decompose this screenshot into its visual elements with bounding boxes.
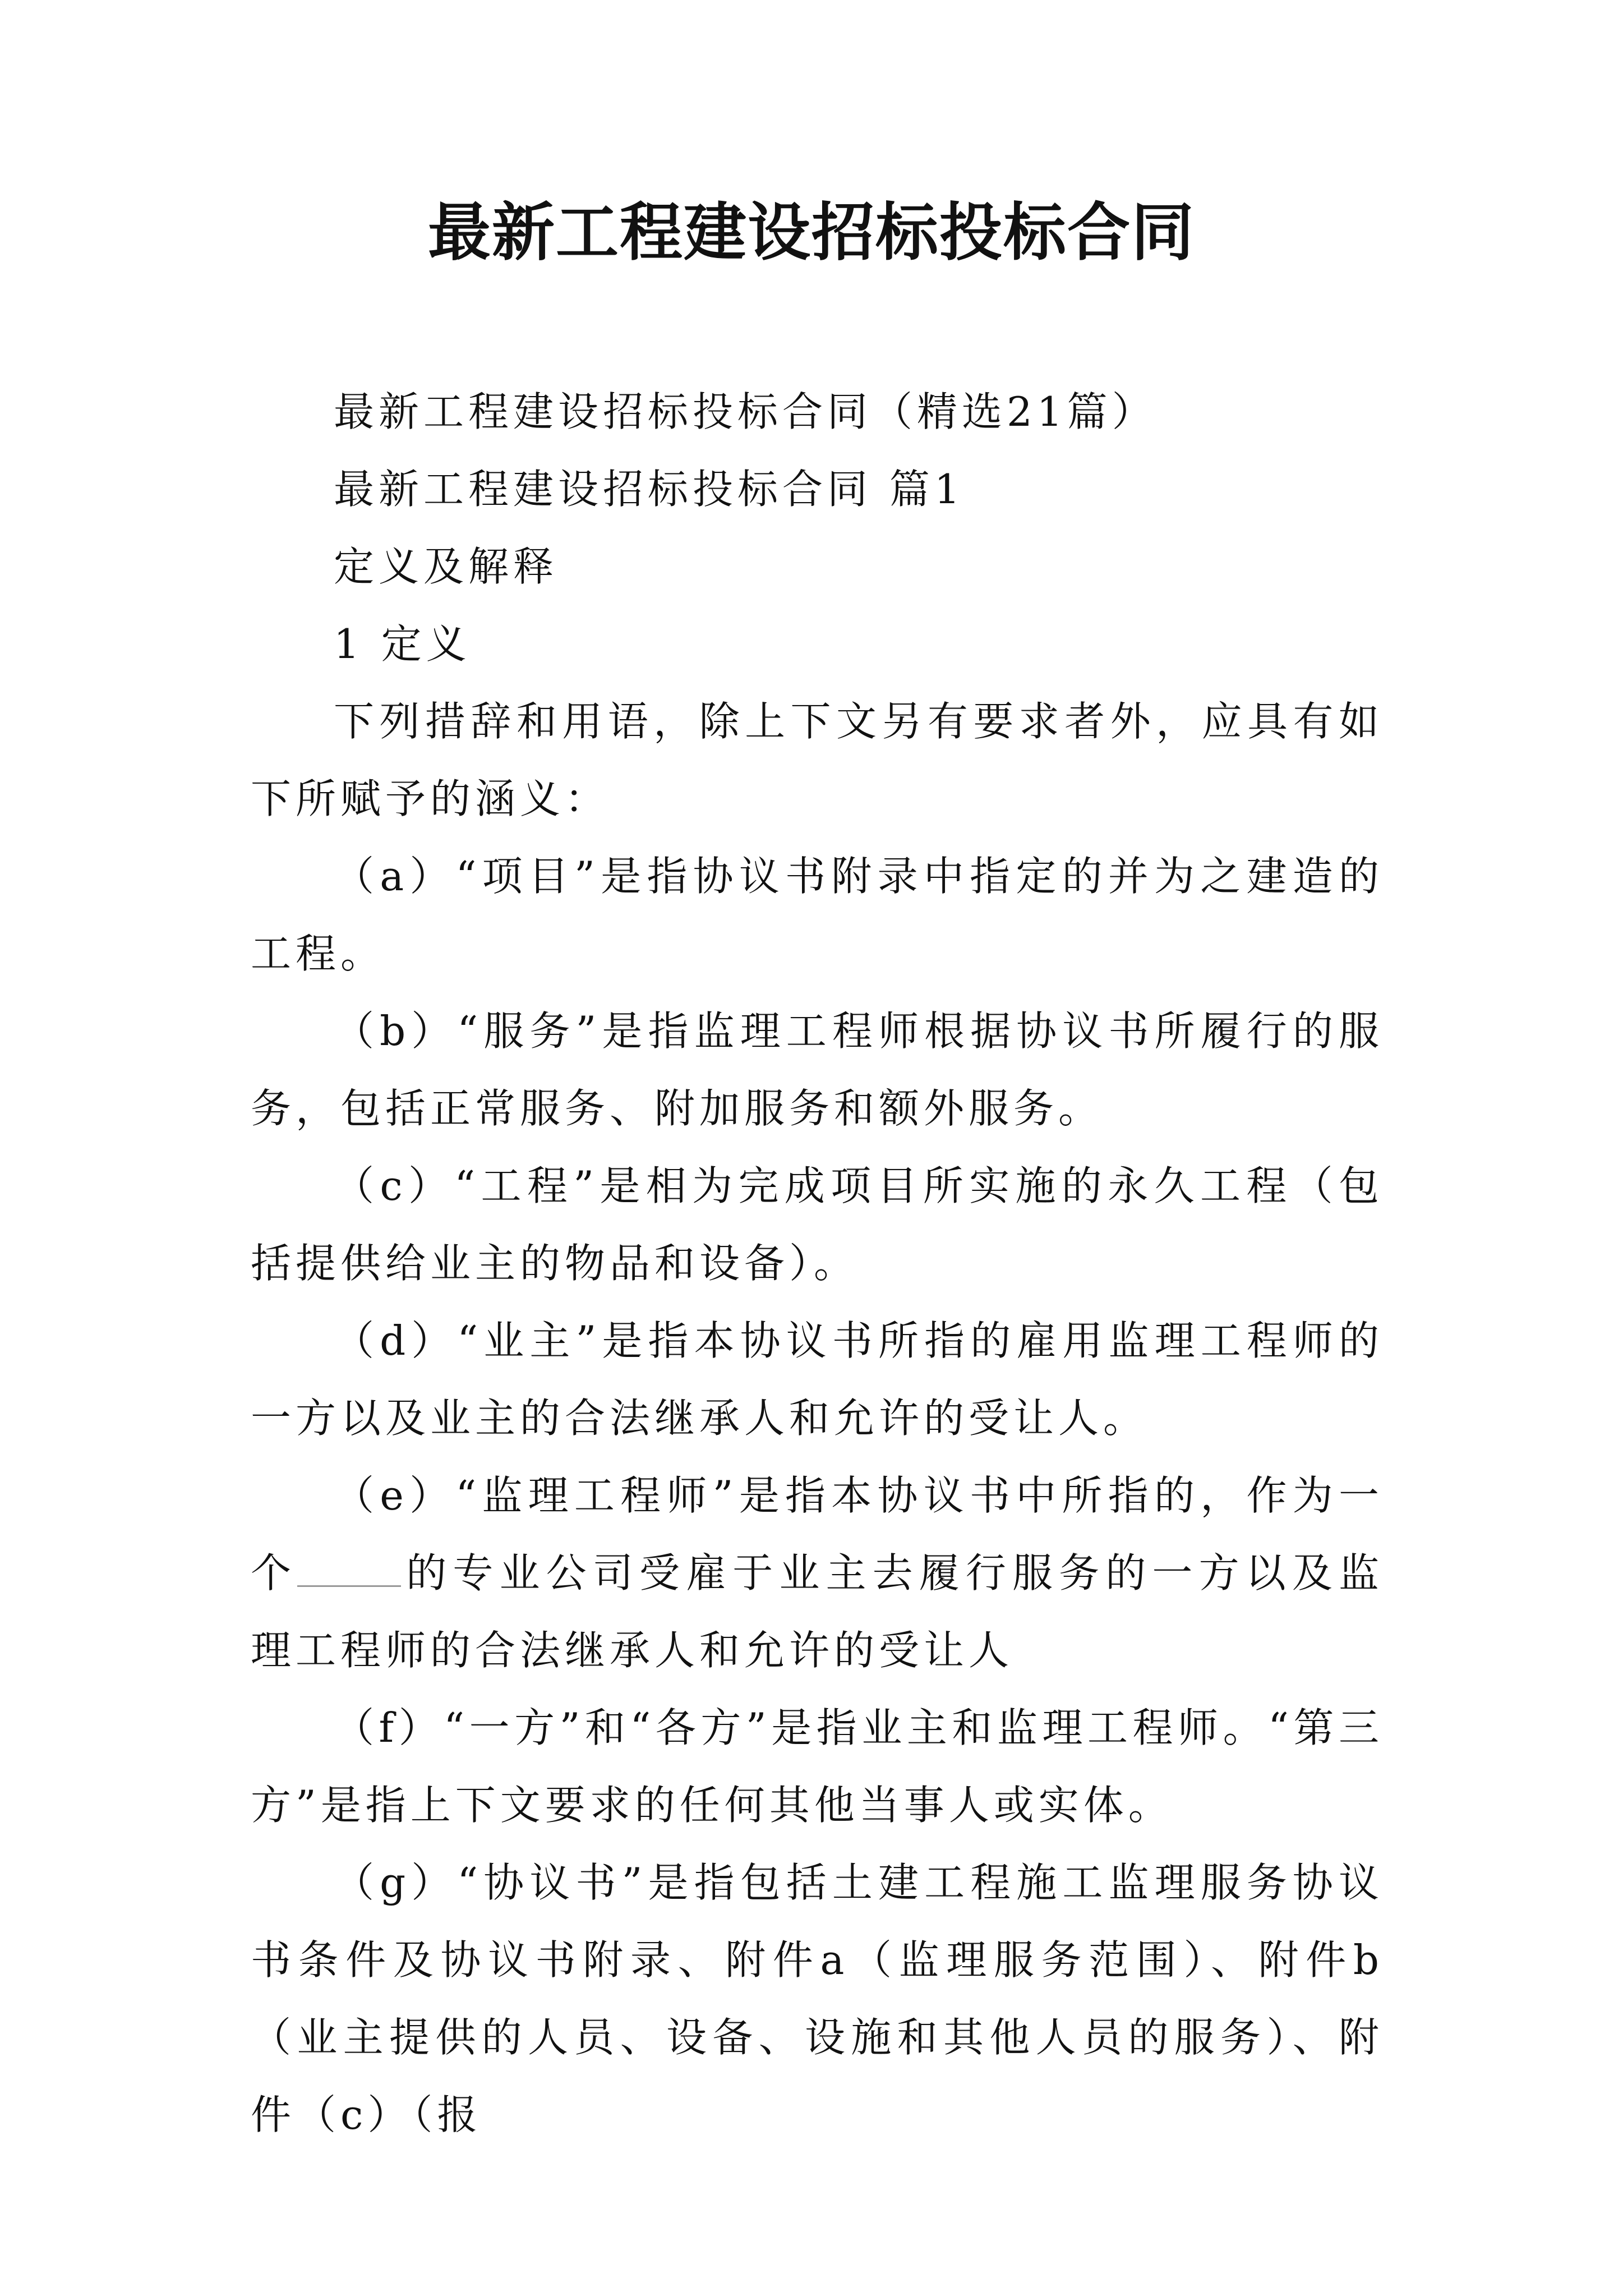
definition-e-part2: 的专业公司受雇于业主去履行服务的一方以及监理工程师的合法继承人和允许的受让人: [251, 1549, 1384, 1674]
paragraph-definition-g: （g）“协议书”是指包括土建工程施工监理服务协议书条件及协议书附录、附件a（监理服务范围）、附件b（业主提供的人员、设备、设施和其他人员的服务）、附件（c）（报: [251, 1859, 1384, 2138]
paragraph-subsection-heading: 1 定义: [334, 620, 471, 668]
document-title: 最新工程建设招标投标合同: [428, 196, 1195, 269]
definition-e-part1: （e）“监理工程师”是指本协议书中所指的，作为一个: [251, 1472, 1384, 1596]
paragraph-definition-f: （f）“一方”和“各方”是指业主和监理工程师。“第三方”是指上下文要求的任何其他当事人或实体。: [251, 1704, 1384, 1829]
fill-in-blank: [297, 1550, 401, 1587]
document-body: [251, 373, 1384, 2154]
paragraph-definition-b: （b）“服务”是指监理工程师根据协议书所履行的服务，包括正常服务、附加服务和额外服务。: [251, 1007, 1384, 1132]
paragraph-definition-d: （d）“业主”是指本协议书所指的雇用监理工程师的一方以及业主的合法继承人和允许的受让人。: [251, 1317, 1384, 1442]
paragraph-article-heading: 最新工程建设招标投标合同 篇1: [334, 466, 965, 513]
paragraph-section-heading: 定义及解释: [334, 543, 559, 590]
paragraph-definition-c: （c）“工程”是相为完成项目所实施的永久工程（包括提供给业主的物品和设备）。: [251, 1162, 1384, 1287]
paragraph-definition-a: （a）“项目”是指协议书附录中指定的并为之建造的工程。: [251, 853, 1384, 977]
paragraph-definition-e: [251, 1457, 1384, 1689]
paragraph-definitions-intro: 下列措辞和用语，除上下文另有要求者外，应具有如下所赋予的涵义：: [251, 698, 1384, 822]
paragraph-collection-title: 最新工程建设招标投标合同（精选21篇）: [334, 388, 1157, 435]
